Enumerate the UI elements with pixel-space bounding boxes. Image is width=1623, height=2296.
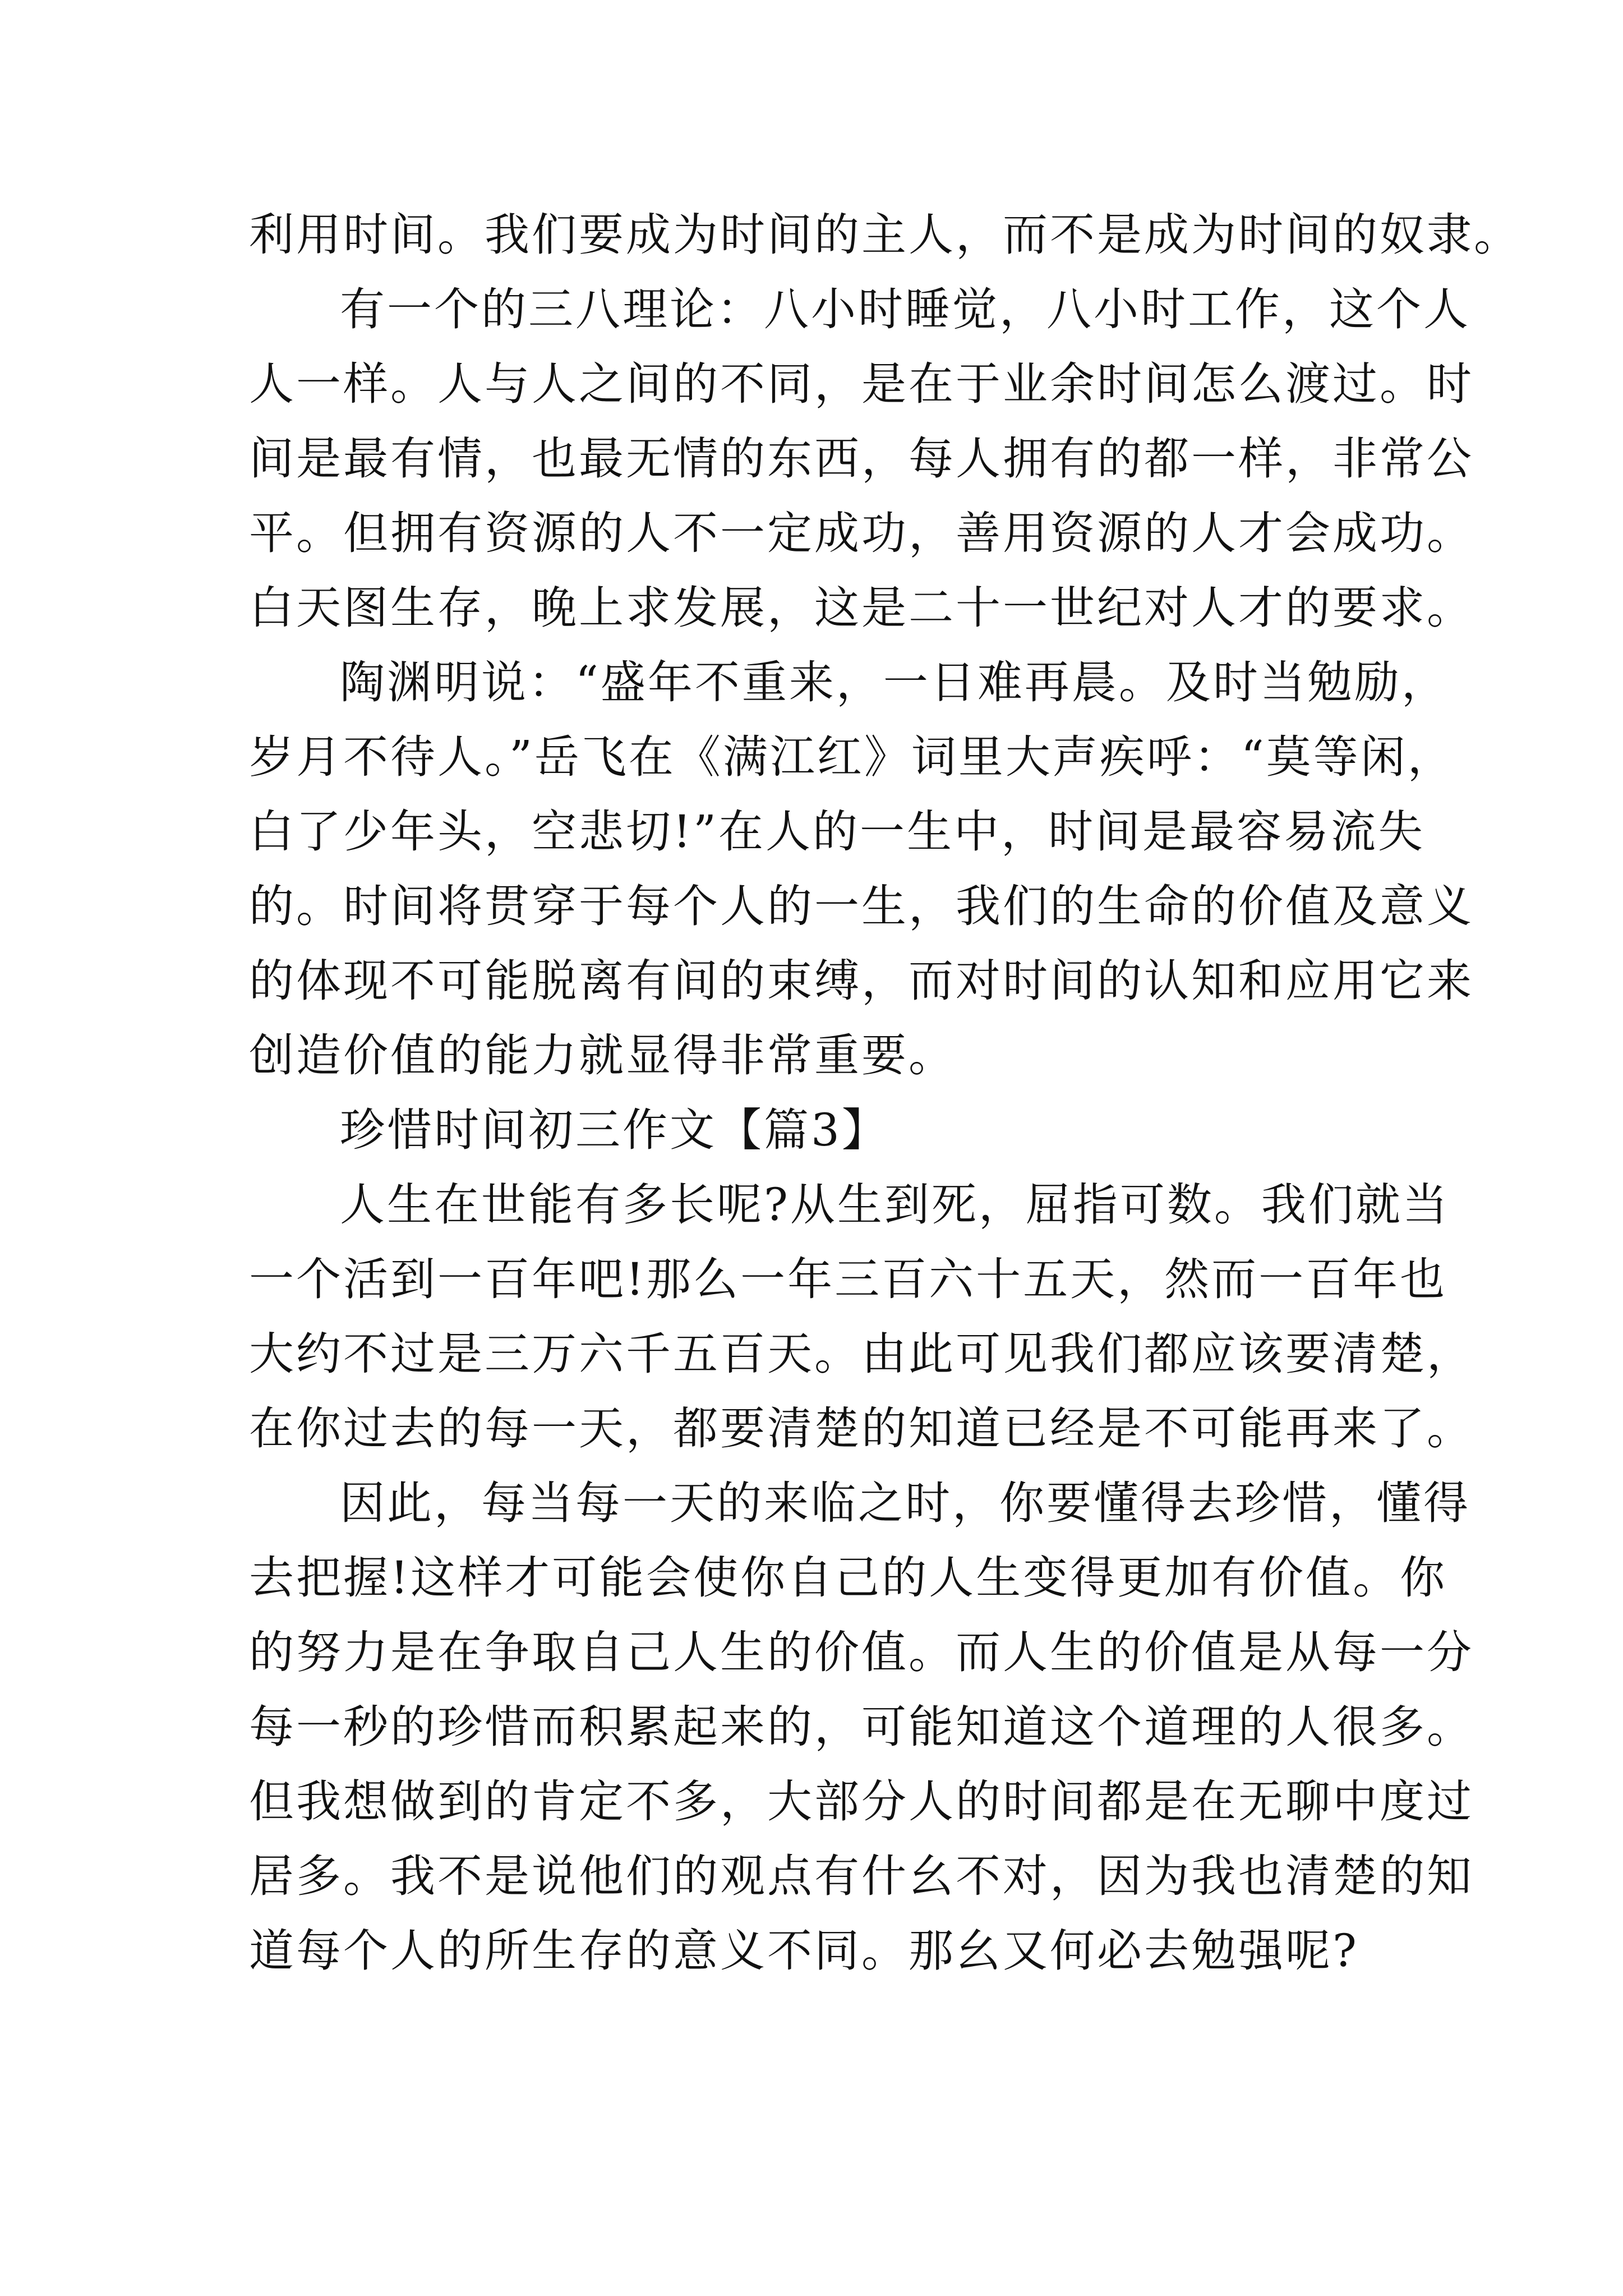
text-line: 的体现不可能脱离有间的束缚，而对时间的认知和应用它来	[249, 955, 1474, 1007]
text-line: 间是最有情，也最无情的东西，每人拥有的都一样，非常公	[249, 432, 1474, 485]
text-line: 每一秒的珍惜而积累起来的，可能知道这个道理的人很多。	[249, 1701, 1474, 1753]
text-line: 在你过去的每一天，都要清楚的知道已经是不可能再来了。	[249, 1402, 1474, 1455]
essay-body	[249, 197, 1521, 1988]
text-line: 去把握!这样才可能会使你自己的人生变得更加有价值。你	[249, 1552, 1447, 1604]
text-line: 的。时间将贯穿于每个人的一生，我们的生命的价值及意义	[249, 880, 1474, 932]
text-line: 居多。我不是说他们的观点有什幺不对，因为我也清楚的知	[249, 1850, 1474, 1902]
text-line: 但我想做到的肯定不多，大部分人的时间都是在无聊中度过	[249, 1775, 1474, 1828]
text-line: 白了少年头，空悲切!”在人的一生中，时间是最容易流失	[249, 806, 1426, 858]
text-line: 大约不过是三万六千五百天。由此可见我们都应该要清楚，	[249, 1328, 1474, 1380]
text-line: 利用时间。我们要成为时间的主人，而不是成为时间的奴隶。	[249, 209, 1521, 261]
text-line: 道每个人的所生存的意义不同。那幺又何必去勉强呢?	[249, 1925, 1359, 1977]
text-line: 平。但拥有资源的人不一定成功，善用资源的人才会成功。	[249, 507, 1474, 559]
text-line: 一个活到一百年吧!那么一年三百六十五天，然而一百年也	[249, 1253, 1447, 1305]
paragraph-start-line: 陶渊明说：“盛年不重来，一日难再晨。及时当勉励，	[340, 656, 1449, 708]
text-line: 的努力是在争取自己人生的价值。而人生的价值是从每一分	[249, 1626, 1474, 1678]
section-heading: 珍惜时间初三作文【篇3】	[340, 1104, 889, 1156]
paragraph-start-line: 有一个的三八理论：八小时睡觉，八小时工作，这个人	[340, 283, 1470, 335]
text-line: 白天图生存，晚上求发展，这是二十一世纪对人才的要求。	[249, 582, 1474, 634]
paragraph-start-line: 因此，每当每一天的来临之时，你要懂得去珍惜，懂得	[340, 1477, 1470, 1529]
paragraph-start-line: 人生在世能有多长呢?从生到死，屈指可数。我们就当	[340, 1179, 1450, 1231]
text-line: 创造价值的能力就显得非常重要。	[249, 1029, 956, 1082]
text-line: 人一样。人与人之间的不同，是在于业余时间怎么渡过。时	[249, 358, 1474, 410]
text-line: 岁月不待人。”岳飞在《满江红》词里大声疾呼：“莫等闲，	[249, 731, 1455, 783]
